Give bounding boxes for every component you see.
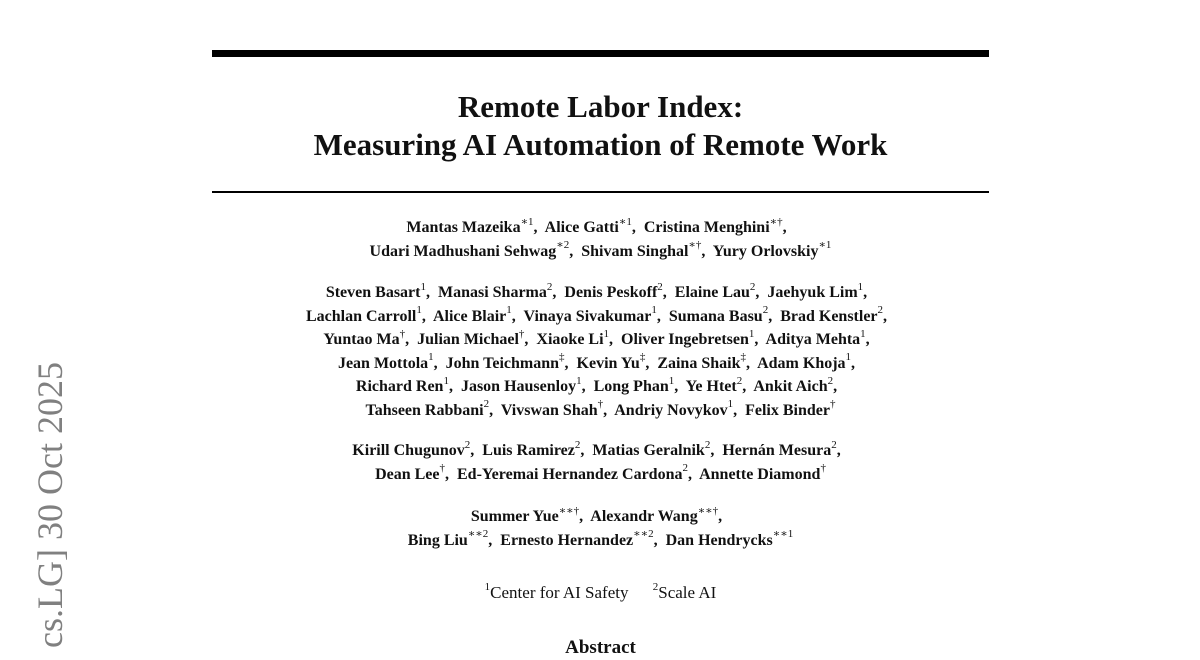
author <box>621 327 755 348</box>
author-name: Felix Binder <box>745 401 830 419</box>
author <box>765 327 866 348</box>
arxiv-stamp-text: cs.LG] 30 Oct 2025 <box>30 362 70 648</box>
author-name: Manasi Sharma <box>437 284 547 301</box>
author <box>665 528 794 549</box>
author-name: Adam Khoja <box>757 354 846 372</box>
author <box>432 304 512 325</box>
author-name: Annette Diamond <box>699 465 821 483</box>
author-name: Jaehyuk Lim <box>767 284 858 301</box>
author-affiliation-marker: 2 <box>736 374 743 387</box>
author <box>614 398 734 419</box>
author <box>745 398 836 419</box>
author-separator: , <box>742 378 754 395</box>
author-name: Lachlan Carroll <box>305 307 417 325</box>
author <box>668 304 769 325</box>
title-rule <box>212 191 989 193</box>
author-affiliation-marker: ∗∗1 <box>772 528 794 541</box>
abstract-heading: Abstract <box>565 637 636 658</box>
author-name: Kevin Yu <box>576 354 640 372</box>
author <box>437 280 553 301</box>
author-separator: , <box>511 307 524 325</box>
author-name: John Teichmann <box>445 354 560 372</box>
author-separator: , <box>609 331 622 348</box>
author-affiliation-marker: 2 <box>464 438 471 451</box>
author-affiliation-marker: 1 <box>845 351 852 364</box>
author-affiliation-marker: ∗1 <box>618 215 632 228</box>
author-separator: , <box>687 465 700 483</box>
author-affiliation-marker: 1 <box>857 280 864 293</box>
author-name: Jason Hausenloy <box>460 378 577 395</box>
author-separator: , <box>631 219 644 236</box>
author-separator: , <box>433 354 446 372</box>
author-name: Vivswan Shah <box>500 401 598 419</box>
author-separator: , <box>755 284 768 301</box>
author-name: Julian Michael <box>417 331 519 348</box>
author-separator: , <box>653 531 666 549</box>
author-name: Cristina Menghini <box>643 219 770 236</box>
author <box>460 374 582 395</box>
author <box>590 504 719 525</box>
author <box>406 215 534 236</box>
author-group-3 <box>212 439 989 486</box>
author <box>780 304 884 325</box>
author-name: Ye Htet <box>685 378 737 395</box>
author-separator: , <box>833 378 846 395</box>
author-line <box>212 375 989 399</box>
author <box>757 351 852 372</box>
author <box>544 215 632 236</box>
author-name: Alice Gatti <box>544 219 619 236</box>
author <box>536 327 610 348</box>
title-line-2: Measuring AI Automation of Remote Work <box>313 127 888 162</box>
author <box>417 327 525 348</box>
author-name: Jean Mottola <box>337 354 429 372</box>
author-affiliation-marker: ∗∗2 <box>633 528 654 541</box>
author-line <box>212 216 989 240</box>
author-separator: , <box>579 508 591 525</box>
author-name: Sumana Basu <box>668 307 763 325</box>
author-affiliation-marker: 1 <box>668 374 675 387</box>
author-affiliation-marker: 1 <box>576 374 582 387</box>
author-name: Alice Blair <box>432 307 507 325</box>
affiliation-1-name: Center for AI Safety <box>490 583 629 602</box>
author-name: Ankit Aich <box>753 378 828 395</box>
author-separator: , <box>710 442 723 459</box>
author-separator: , <box>782 219 795 236</box>
author-separator: , <box>733 401 746 419</box>
author <box>564 280 663 301</box>
author-group-2 <box>212 281 989 422</box>
author <box>753 374 834 395</box>
author <box>457 462 688 483</box>
author-name: Elaine Lau <box>674 284 750 301</box>
author-name: Steven Basart <box>325 284 421 301</box>
author <box>500 528 654 549</box>
affiliation-2-name: Scale AI <box>658 583 717 602</box>
author-affiliation-marker: † <box>518 327 525 340</box>
author-name: Summer Yue <box>470 508 559 525</box>
author <box>369 239 570 260</box>
author <box>674 280 756 301</box>
author-line <box>212 529 989 553</box>
author-line <box>212 463 989 487</box>
author-affiliation-marker: † <box>597 398 604 411</box>
author-separator: , <box>718 508 731 525</box>
author-separator: , <box>448 378 461 395</box>
author-affiliation-marker: † <box>439 462 445 475</box>
author-separator: , <box>674 378 686 395</box>
author-name: Alexandr Wang <box>590 508 698 525</box>
author-group-4 <box>212 505 989 552</box>
author-separator: , <box>883 307 896 325</box>
author <box>323 327 406 348</box>
author-line <box>212 281 989 305</box>
author <box>325 280 426 301</box>
affiliation-2 <box>653 583 717 602</box>
author-name: Ernesto Hernandez <box>500 531 634 549</box>
author-name: Shivam Singhal <box>581 242 689 260</box>
author-name: Matias Geralnik <box>592 442 705 459</box>
author-line <box>212 352 989 376</box>
author-affiliation-marker: 1 <box>506 304 512 317</box>
author-separator: , <box>645 354 658 372</box>
author-affiliation-marker: 1 <box>428 351 434 364</box>
author-affiliation-marker: † <box>399 327 406 340</box>
author-separator: , <box>836 442 849 459</box>
author-separator: , <box>524 331 537 348</box>
author-separator: , <box>662 284 675 301</box>
author <box>375 462 445 483</box>
author-line <box>212 305 989 329</box>
author <box>445 351 565 372</box>
author <box>352 438 471 459</box>
affiliation-1-marker: 1 <box>484 581 491 594</box>
affiliation-2-marker: 2 <box>652 581 659 594</box>
author-affiliation-marker: † <box>820 462 826 475</box>
affiliation-1 <box>485 583 629 602</box>
author-name: Vinaya Sivakumar <box>523 307 652 325</box>
author-affiliation-marker: 1 <box>651 304 657 317</box>
author-separator: , <box>701 242 713 260</box>
author <box>337 351 434 372</box>
author-separator: , <box>445 465 457 483</box>
author-line <box>212 328 989 352</box>
author-separator: , <box>581 378 594 395</box>
author <box>767 280 864 301</box>
author-affiliation-marker: 2 <box>657 280 663 293</box>
author-affiliation-marker: 2 <box>749 280 756 293</box>
author-line <box>212 399 989 423</box>
author-name: Dan Hendrycks <box>665 531 773 549</box>
author <box>593 374 675 395</box>
author <box>470 504 580 525</box>
author <box>643 215 783 236</box>
author-separator: , <box>489 401 501 419</box>
author-affiliation-marker: ∗1 <box>818 239 832 252</box>
author-affiliation-marker: 2 <box>682 462 688 475</box>
author-name: Kirill Chugunov <box>352 442 465 459</box>
arxiv-margin-stamp <box>30 330 70 660</box>
author-name: Mantas Mazeika <box>406 219 521 236</box>
author <box>523 304 657 325</box>
author-affiliation-marker: 1 <box>860 327 866 340</box>
author-separator: , <box>470 442 483 459</box>
author-separator: , <box>754 331 766 348</box>
affiliations <box>212 582 989 604</box>
author-separator: , <box>425 284 438 301</box>
author-affiliation-marker: ∗∗† <box>697 504 719 517</box>
author-name: Yury Orlovskiy <box>712 242 819 260</box>
author <box>576 351 646 372</box>
author-affiliation-marker: 2 <box>574 438 581 451</box>
author-group-1 <box>212 216 989 263</box>
author-affiliation-marker: ∗1 <box>520 215 534 228</box>
author-affiliation-marker: 1 <box>727 398 734 411</box>
author-name: Richard Ren <box>355 378 444 395</box>
author-separator: , <box>488 531 501 549</box>
author-name: Denis Peskoff <box>564 284 658 301</box>
author <box>592 438 711 459</box>
author <box>500 398 604 419</box>
author-affiliation-marker: ∗† <box>769 215 783 228</box>
author-name: Dean Lee <box>375 465 440 483</box>
author-affiliation-marker: ‡ <box>559 351 565 364</box>
author-affiliation-marker: 1 <box>443 374 449 387</box>
author <box>355 374 449 395</box>
author-separator: , <box>580 442 593 459</box>
author-affiliation-marker: ∗2 <box>556 239 570 252</box>
author-name: Long Phan <box>593 378 669 395</box>
author-separator: , <box>533 219 545 236</box>
author-affiliation-marker: 2 <box>483 398 490 411</box>
author-separator: , <box>421 307 433 325</box>
author <box>407 528 489 549</box>
author-name: Bing Liu <box>407 531 468 549</box>
author-affiliation-marker: 2 <box>546 280 553 293</box>
author <box>581 239 702 260</box>
author-separator: , <box>569 242 582 260</box>
paper-title <box>212 88 989 164</box>
author-separator: , <box>851 354 864 372</box>
author-line <box>212 505 989 529</box>
author-affiliation-marker: 2 <box>827 374 834 387</box>
author-name: Xiaoke Li <box>536 331 604 348</box>
author-affiliation-marker: ∗∗2 <box>467 528 489 541</box>
author-separator: , <box>552 284 565 301</box>
author-line <box>212 439 989 463</box>
author-separator: , <box>745 354 758 372</box>
author-affiliation-marker: 1 <box>603 327 610 340</box>
author-name: Aditya Mehta <box>765 331 861 348</box>
author-affiliation-marker: ‡ <box>740 351 746 364</box>
author <box>712 239 832 260</box>
author-separator: , <box>656 307 669 325</box>
author-separator: , <box>863 284 876 301</box>
author <box>657 351 746 372</box>
author-affiliation-marker: 1 <box>416 304 422 317</box>
author-separator: , <box>865 331 878 348</box>
author-separator: , <box>768 307 781 325</box>
author-affiliation-marker: † <box>830 398 836 411</box>
author-name: Hernán Mesura <box>722 442 832 459</box>
author-affiliation-marker: ∗† <box>688 239 702 252</box>
author-affiliation-marker: 1 <box>748 327 755 340</box>
author <box>722 438 837 459</box>
author-separator: , <box>405 331 418 348</box>
author-separator: , <box>603 401 615 419</box>
author-name: Oliver Ingebretsen <box>621 331 749 348</box>
author-name: Andriy Novykov <box>614 401 728 419</box>
author-name: Brad Kenstler <box>780 307 878 325</box>
author <box>365 398 490 419</box>
author <box>699 462 826 483</box>
author-affiliation-marker: 2 <box>831 438 837 451</box>
author <box>685 374 743 395</box>
author-affiliation-marker: 2 <box>877 304 884 317</box>
author-affiliation-marker: ‡ <box>639 351 646 364</box>
author-affiliation-marker: 2 <box>762 304 769 317</box>
author-name: Tahseen Rabbani <box>365 401 484 419</box>
author <box>482 438 581 459</box>
author-name: Ed-Yeremai Hernandez Cardona <box>457 465 683 483</box>
author-name: Yuntao Ma <box>323 331 400 348</box>
author-affiliation-marker: 2 <box>704 438 711 451</box>
top-rule <box>212 50 989 57</box>
author-name: Zaina Shaik <box>657 354 741 372</box>
author-name: Luis Ramirez <box>482 442 575 459</box>
title-line-1: Remote Labor Index: <box>457 89 744 124</box>
author-affiliation-marker: 1 <box>420 280 426 293</box>
author-affiliation-marker: ∗∗† <box>558 504 580 517</box>
author-separator: , <box>564 354 577 372</box>
author <box>305 304 422 325</box>
author-name: Udari Madhushani Sehwag <box>369 242 557 260</box>
author-line <box>212 240 989 264</box>
